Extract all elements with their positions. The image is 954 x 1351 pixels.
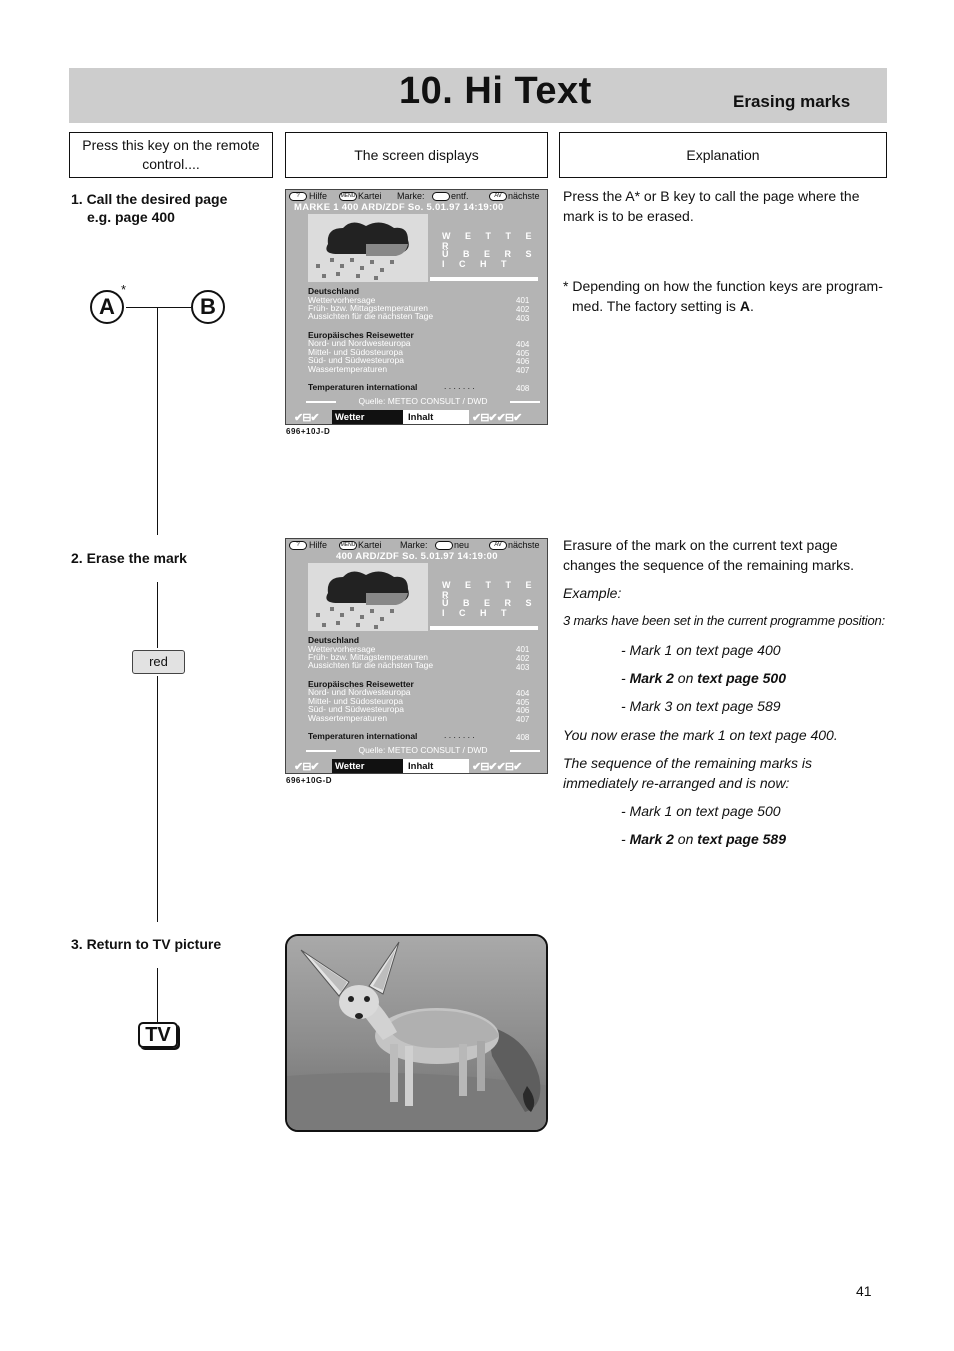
- mark-2-dash: -: [621, 670, 630, 686]
- de-row-1: Wettervorhersage: [308, 644, 376, 654]
- intl-num: 408: [516, 384, 530, 393]
- marks-set-text: 3 marks have been set in the current programme position:: [563, 613, 885, 628]
- de-row-3: Aussichten für die nächsten Tage: [308, 660, 434, 670]
- tv-picture-fox: [285, 934, 548, 1132]
- left-arrows-icon: ✔⊟✔: [294, 412, 319, 424]
- de-heading: Deutschland: [308, 635, 360, 645]
- teletext-screen-2: [285, 538, 548, 774]
- menu-key-icon: MENU: [340, 542, 356, 548]
- source-text: Quelle: METEO CONSULT / DWD: [358, 396, 488, 406]
- step-1-note-line1: * Depending on how the function keys are program-: [563, 278, 883, 294]
- step-1-note: [563, 276, 887, 316]
- tab-wetter: Wetter: [332, 759, 403, 774]
- toolbar-help: Hilfe: [309, 191, 328, 201]
- uebersicht-heading: Ü B E R S I C H T: [442, 598, 538, 618]
- de-row-1: Wettervorhersage: [308, 295, 376, 305]
- intl-dots: . . . . . . .: [444, 730, 475, 740]
- eu-num-3: 406: [516, 706, 530, 715]
- toolbar-next: nächste: [508, 540, 540, 550]
- screen-2-code: 696+10G-D: [286, 776, 333, 785]
- tv-key-label: TV: [145, 1024, 171, 1046]
- mark-3-text: - Mark 3 on text page 589: [621, 698, 781, 714]
- uebersicht-heading: Ü B E R S I C H T: [442, 249, 538, 269]
- b-key-label: B: [200, 294, 216, 319]
- de-heading: Deutschland: [308, 286, 360, 296]
- step-1-line1: 1. Call the desired page: [71, 191, 228, 207]
- new-mark-1-text: - Mark 1 on text page 500: [621, 803, 781, 819]
- column-key-label: Press this key on the remote control....: [82, 137, 260, 172]
- column-explanation-heading: [559, 132, 887, 178]
- a-key[interactable]: [90, 290, 124, 324]
- eu-row-3: Süd- und Südwesteuropa: [308, 355, 404, 365]
- page-title: 10. Hi Text: [399, 70, 592, 112]
- heading-underline: [430, 277, 538, 281]
- av-key-icon: AV: [489, 192, 507, 201]
- de-num-2: 402: [516, 654, 530, 663]
- header-band: [69, 68, 887, 123]
- av-key-icon: AV: [489, 541, 507, 550]
- tab-wetter: Wetter: [332, 410, 403, 425]
- rearranged-text: The sequence of the remaining marks is immediately re-arranged and is now:: [563, 755, 813, 791]
- intl-row: Temperaturen international: [308, 731, 418, 741]
- b-key[interactable]: [191, 290, 225, 324]
- new-mark-2-dash: -: [621, 831, 630, 847]
- help-key-icon: ?: [289, 192, 307, 201]
- heading-underline: [430, 626, 538, 630]
- flow-line-2a: [157, 582, 158, 648]
- de-num-1: 401: [516, 645, 530, 654]
- screen-1-code: 696+10J-D: [286, 427, 331, 436]
- teletext-screen-1: [285, 189, 548, 425]
- eu-row-1: Nord- und Nordwesteuropa: [308, 687, 411, 697]
- eu-num-4: 407: [516, 366, 530, 375]
- teletext-status-line: 400 ARD/ZDF So. 5.01.97 14:19:00: [336, 551, 498, 562]
- eu-num-1: 404: [516, 689, 530, 698]
- step-2-label: 2. Erase the mark: [71, 550, 187, 566]
- eu-heading: Europäisches Reisewetter: [308, 679, 414, 689]
- menu-key-icon: MENU: [340, 193, 356, 199]
- column-screen-heading: [285, 132, 548, 178]
- tab-inhalt: Inhalt: [403, 410, 469, 425]
- mark-2-text: [621, 668, 786, 688]
- de-num-1: 401: [516, 296, 530, 305]
- teletext-tab-bar: [286, 410, 547, 425]
- flow-line-3: [157, 968, 158, 1024]
- example-heading: Example:: [563, 585, 622, 601]
- eu-row-2: Mittel- und Südosteuropa: [308, 347, 403, 357]
- eu-num-1: 404: [516, 340, 530, 349]
- wetter-heading: W E T T E R: [442, 231, 538, 251]
- weather-cloud-graphic: [308, 563, 428, 631]
- toolbar-kartei: Kartei: [358, 191, 382, 201]
- de-num-2: 402: [516, 305, 530, 314]
- step-1-explanation: Press the A* or B key to call the page where the mark is to be erased.: [563, 188, 860, 224]
- new-mark-2-page-bold: text page 589: [697, 831, 786, 847]
- intl-row: Temperaturen international: [308, 382, 418, 392]
- right-arrows-icon: ✔⊟✔✔⊟✔: [472, 761, 522, 773]
- eu-num-2: 405: [516, 349, 530, 358]
- de-row-2: Früh- bzw. Mittagstemperaturen: [308, 303, 428, 313]
- red-key-label: red: [149, 654, 168, 669]
- step-1-line2: e.g. page 400: [87, 209, 175, 225]
- mark-2-bold: Mark 2: [629, 670, 674, 686]
- tab-inhalt: Inhalt: [403, 759, 469, 774]
- key-connector-line: [126, 307, 191, 308]
- eu-row-2: Mittel- und Südosteuropa: [308, 696, 403, 706]
- teletext-source: [306, 745, 540, 755]
- column-explanation-label: Explanation: [686, 146, 760, 163]
- new-mark-2-text: [621, 829, 786, 849]
- de-row-3: Aussichten für die nächsten Tage: [308, 311, 434, 321]
- page-number: 41: [856, 1283, 872, 1299]
- section-subtitle: Erasing marks: [733, 92, 851, 111]
- a-key-asterisk: *: [121, 282, 127, 297]
- mark-2-page-bold: text page 500: [697, 670, 786, 686]
- toolbar-action: neu: [454, 540, 470, 550]
- new-mark-2-on: on: [673, 831, 698, 847]
- flow-line-1: [157, 307, 158, 535]
- teletext-source: [306, 396, 540, 406]
- eu-num-2: 405: [516, 698, 530, 707]
- erase-text: You now erase the mark 1 on text page 400.: [563, 727, 838, 743]
- de-num-3: 403: [516, 314, 530, 323]
- eu-heading: Europäisches Reisewetter: [308, 330, 414, 340]
- new-mark-2-bold: Mark 2: [629, 831, 674, 847]
- flow-line-2b: [157, 676, 158, 922]
- left-arrows-icon: ✔⊟✔: [294, 761, 319, 773]
- blank-key-icon: [435, 541, 453, 550]
- toolbar-marke: Marke:: [400, 540, 428, 550]
- help-key-icon: ?: [289, 541, 307, 550]
- toolbar-next: nächste: [508, 191, 540, 201]
- toolbar-help: Hilfe: [309, 540, 328, 550]
- de-num-3: 403: [516, 663, 530, 672]
- weather-cloud-graphic: [308, 214, 428, 282]
- eu-row-4: Wassertemperaturen: [308, 713, 388, 723]
- step-1-note-line2: [563, 296, 887, 316]
- eu-num-4: 407: [516, 715, 530, 724]
- step-1-note-bold: A: [739, 298, 750, 314]
- eu-row-3: Süd- und Südwesteuropa: [308, 704, 404, 714]
- eu-num-3: 406: [516, 357, 530, 366]
- step-1-label: [71, 190, 227, 226]
- red-key-button[interactable]: [132, 650, 185, 674]
- mark-2-on: on: [673, 670, 698, 686]
- teletext-tab-bar: [286, 759, 547, 774]
- teletext-status-line: MARKE 1 400 ARD/ZDF So. 5.01.97 14:19:00: [294, 202, 504, 213]
- step-2-explanation: Erasure of the mark on the current text page changes the sequence of the remaining marks.: [563, 537, 855, 573]
- eu-row-1: Nord- und Nordwesteuropa: [308, 338, 411, 348]
- column-key-heading: [69, 132, 273, 178]
- de-row-2: Früh- bzw. Mittagstemperaturen: [308, 652, 428, 662]
- toolbar-kartei: Kartei: [358, 540, 382, 550]
- column-screen-label: The screen displays: [354, 146, 479, 163]
- mark-1-text: - Mark 1 on text page 400: [621, 642, 781, 658]
- intl-dots: . . . . . . .: [444, 381, 475, 391]
- toolbar-action: entf.: [451, 191, 469, 201]
- a-key-label: A: [99, 294, 115, 319]
- step-3-label: 3. Return to TV picture: [71, 936, 222, 952]
- step-1-note-text: med. The factory setting is: [572, 298, 740, 314]
- step-1-note-end: .: [749, 298, 754, 314]
- intl-num: 408: [516, 733, 530, 742]
- tv-key-button[interactable]: [138, 1022, 178, 1048]
- blank-key-icon: [432, 192, 450, 201]
- source-text: Quelle: METEO CONSULT / DWD: [358, 745, 488, 755]
- eu-row-4: Wassertemperaturen: [308, 364, 388, 374]
- toolbar-marke: Marke:: [397, 191, 425, 201]
- right-arrows-icon: ✔⊟✔✔⊟✔: [472, 412, 522, 424]
- wetter-heading: W E T T E R: [442, 580, 538, 600]
